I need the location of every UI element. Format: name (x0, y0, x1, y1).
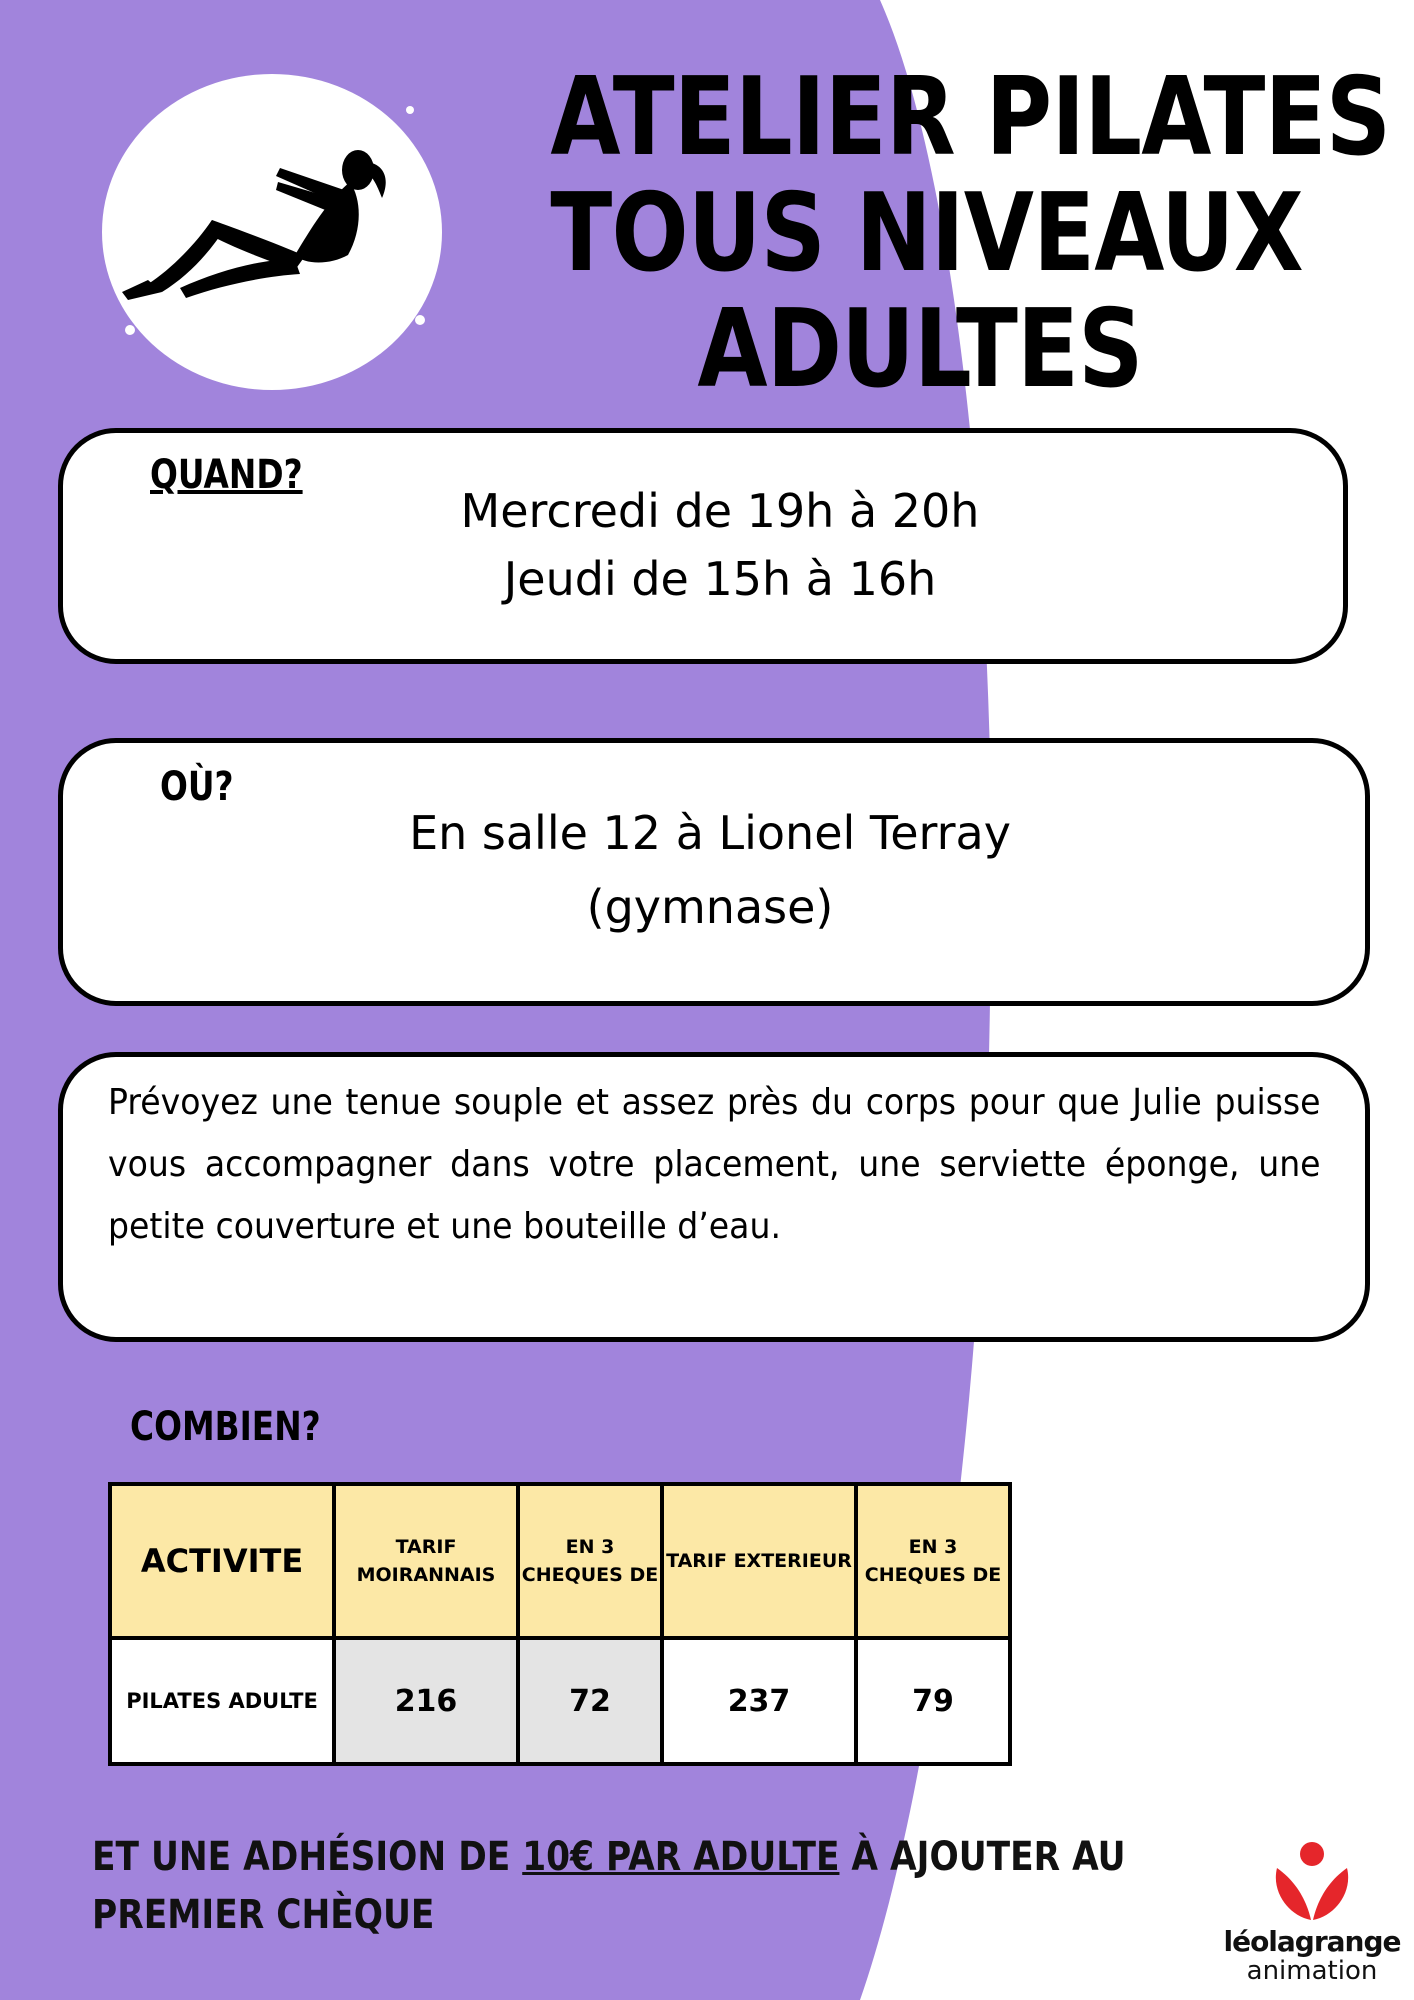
note-text: Prévoyez une tenue souple et assez près du corps pour que Julie puisse vous accompagner dans votre placement, une serviette éponge, une petite couverture et une bouteille d’eau. (108, 1082, 1321, 1247)
table-cell: 216 (334, 1638, 518, 1764)
membership-part-1: ET UNE ADHÉSION DE (92, 1834, 523, 1880)
quand-line-1: Mercredi de 19h à 20h (460, 484, 980, 538)
membership-line-2: PREMIER CHÈQUE (92, 1892, 435, 1938)
quand-label: QUAND? (150, 452, 303, 498)
membership-amount: 10€ PAR ADULTE (522, 1834, 840, 1880)
membership-note (92, 1828, 1126, 1944)
table-cell: 237 (662, 1638, 856, 1764)
ou-box (58, 738, 1370, 1006)
table-cell: PILATES ADULTE (110, 1638, 334, 1764)
table-row (110, 1638, 1010, 1764)
table-header-row (110, 1484, 1010, 1638)
brand-name: léolagrange (1223, 1925, 1401, 1958)
table-cell: 79 (856, 1638, 1010, 1764)
ou-line-1: En salle 12 à Lionel Terray (409, 806, 1011, 860)
membership-part-2: À AJOUTER AU (839, 1834, 1126, 1880)
page-title (550, 55, 1391, 412)
table-header-cell: EN 3 CHEQUES DE (856, 1484, 1010, 1638)
table-header-cell: TARIF MOIRANNAIS (334, 1484, 518, 1638)
brand-sub: animation (1246, 1956, 1378, 1986)
brand-logo (1222, 1840, 1402, 1985)
title-line-2: TOUS NIVEAUX (550, 171, 1303, 296)
table-cell: 72 (518, 1638, 662, 1764)
table-header-cell: TARIF EXTERIEUR (662, 1484, 856, 1638)
quand-line-2: Jeudi de 15h à 16h (503, 552, 937, 606)
table-header-cell: EN 3 CHEQUES DE (518, 1484, 662, 1638)
title-line-1: ATELIER PILATES (550, 55, 1391, 180)
table-header-cell: ACTIVITE (110, 1484, 334, 1638)
ou-line-2: (gymnase) (586, 880, 834, 934)
pilates-silhouette-icon (100, 70, 450, 400)
price-table (108, 1482, 1012, 1766)
leo-lagrange-logo-icon (1267, 1840, 1357, 1922)
title-line-3: ADULTES (697, 287, 1143, 412)
ou-label: OÙ? (160, 764, 234, 810)
combien-label: COMBIEN? (130, 1404, 321, 1450)
